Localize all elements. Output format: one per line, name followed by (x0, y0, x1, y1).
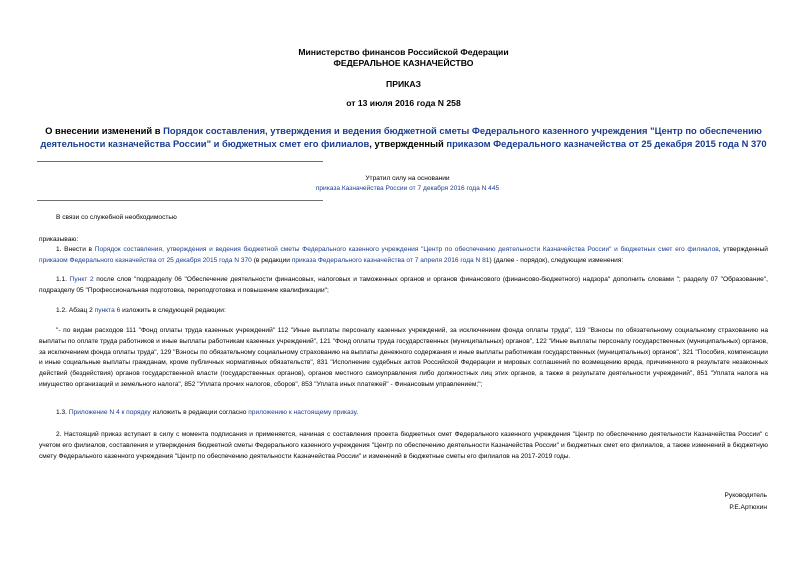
divider (37, 161, 323, 162)
repeal-note-link[interactable]: приказа Казначейства России от 7 декабря 2016 года N 445 (315, 185, 500, 192)
link-point-2[interactable]: Пункт 2 (69, 276, 94, 283)
paragraph-text: 1.3. (56, 409, 69, 416)
intro-paragraph: В связи со служебной необходимостью (56, 214, 177, 221)
document-date-number: от 13 июля 2016 года N 258 (346, 98, 461, 108)
signature-block (725, 490, 767, 514)
quoted-text: "- по видам расходов 111 "Фонд оплаты труда казенных учреждений" 112 "Иные выплаты персоналу казенных учреждений, за исключением фонда оплаты труда", 119 "Взносы по обязательному социальному страхованию на выплаты по оплате труда работников и иные выплаты работникам казенных учреждений", 121 "Фонд оплаты труда государственных (муниципальных) органов", 122 "Иные выплаты персоналу государственных (муниципальных) органов, за исключением фонда оплаты труда", 129 "Взносы по обязательному социальному страхованию на выплаты денежного содержания и иные выплаты работникам государственных (муниципальных) органов", 321 "Пособия, компенсации и иные социальные выплаты гражданам, кроме публичных нормативных обязательств", 831 "Исполнение судебных актов Российской Федерации и мировых соглашений по возмещению вреда, причиненного в результате незаконных действий (бездействия) органов государственной власти (государственных органов), органов местного самоуправления либо должностных лиц этих органов, а также в результате деятельности учреждений", 851 "Уплата налога на имущество организаций и земельного налога", 852 "Уплата прочих налогов, сборов", 853 "Уплата иных платежей" - Финансовым управлением;"; (39, 327, 768, 388)
paragraph-2: 2. Настоящий приказ вступает в силу с момента подписания и применяется, начиная с составления проекта бюджетных смет Федерального казенного учреждения "Центр по обеспечению деятельности Казначейства России" с учетом его филиалов, составления и утверждения бюджетной сметы Федерального казенного учреждения "Центр по обеспечению деятельности Казначейства России" и бюджетных смет его филиалов, а также изменений в бюджетную смету Федерального казенного учреждения "Центр по обеспечению деятельности Казначейства России" и изменений в бюджетные сметы его филиалов на 2017-2019 годы. (39, 431, 768, 460)
paragraph-text: изложить в редакции согласно (150, 409, 249, 416)
link-order-81[interactable]: приказа Федерального казначейства от 7 апреля 2016 года N 81 (291, 256, 490, 264)
divider (37, 200, 323, 201)
link-to-procedure[interactable]: к порядку (121, 409, 151, 416)
paragraph-text: изложить в следующей редакции: (120, 307, 226, 314)
document-type: ПРИКАЗ (386, 79, 421, 89)
title-link-procedure[interactable]: Порядок составления, утверждения и ведения бюджетной сметы Федерального казенного учреждения "Центр по обеспечению деятельности казначейства России" и бюджетных смет его филиалов (40, 125, 762, 149)
title-link-order[interactable]: приказом Федерального казначейства от 25 декабря 2015 года N 370 (446, 138, 767, 149)
paragraph-1 (39, 245, 768, 267)
paragraph-text: 1. Внести в (56, 246, 95, 253)
agency-name: ФЕДЕРАЛЬНОЕ КАЗНАЧЕЙСТВО (333, 58, 474, 68)
order-word: приказываю: (39, 236, 79, 243)
link-appendix-order[interactable]: приложению к настоящему приказу (248, 409, 357, 416)
paragraph-1-1 (39, 275, 768, 297)
link-order-370[interactable]: приказом Федерального казначейства от 25 декабря 2015 года N 370 (39, 256, 252, 264)
paragraph-text: . (356, 409, 359, 416)
title-text: , утвержденный (369, 138, 447, 149)
signer-position: Руководитель (724, 492, 767, 499)
paragraph-text: , утвержденный (718, 246, 768, 253)
link-appendix-4[interactable]: Приложение N 4 (68, 409, 120, 416)
ministry-name: Министерство финансов Российской Федерации (298, 47, 509, 57)
paragraph-text: 1.2. Абзац 2 (56, 307, 95, 314)
link-procedure[interactable]: Порядок составления, утверждения и ведения бюджетной сметы Федерального казенного учреждения "Центр по обеспечению деятельности Казначейства России" и бюджетных смет его филиалов (94, 246, 719, 253)
document-title (20, 124, 787, 150)
paragraph-text: после слов "подразделу 06 "Обеспечение деятельности финансовых, налоговых и таможенных органов и органов финансового (финансово-бюджетного) надзора" дополнить словами "; разделу 07 "Образование", подразделу 05 "Профессиональная подготовка, переподготовка и повышение квалификации"; (39, 276, 768, 294)
paragraph-text: (в редакции (251, 256, 292, 264)
title-text: О внесении изменений в (45, 125, 164, 136)
paragraph-1-2 (39, 306, 768, 317)
paragraph-text: 1.1. (56, 276, 70, 283)
signer-name: Р.Е.Артюхин (729, 504, 767, 511)
paragraph-1-3 (39, 408, 768, 419)
link-point-6[interactable]: пункта 6 (94, 307, 121, 314)
paragraph-text: ) (далее - порядок), следующие изменения: (489, 256, 624, 264)
repeal-note-label: Утратил силу на основании (365, 175, 450, 182)
